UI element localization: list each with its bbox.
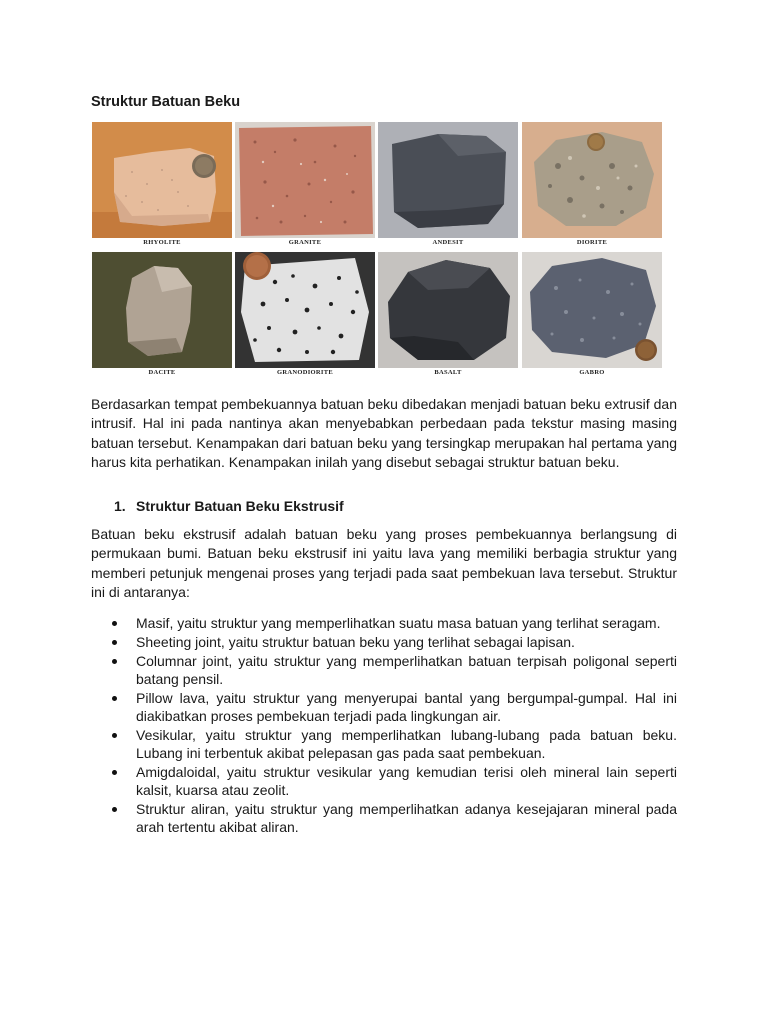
rock-label: GABRO <box>579 369 605 376</box>
section-heading-text: Struktur Batuan Beku Ekstrusif <box>136 498 344 514</box>
granite-image <box>235 122 375 238</box>
list-item: Vesikular, yaitu struktur yang memperlihatkan lubang-lubang pada batuan beku. Lubang ini terbentuk akibat pelepasan gas pada saat pembekuan. <box>136 727 677 761</box>
list-item: Sheeting joint, yaitu struktur batuan beku yang terlihat sebagai lapisan. <box>136 633 677 651</box>
list-item: Pillow lava, yaitu struktur yang menyerupai bantal yang bergumpal-gumpal. Hal ini diakibatkan proses pembekuan terjadi pada lingkungan air. <box>136 690 677 724</box>
section-heading <box>114 498 344 514</box>
rock-label: RHYOLITE <box>143 239 181 246</box>
rock-cell-dacite <box>92 252 232 380</box>
rock-label: BASALT <box>434 369 462 376</box>
rock-cell-rhyolite <box>92 122 232 250</box>
rock-label: DACITE <box>148 369 176 376</box>
list-item: Masif, yaitu struktur yang memperlihatkan suatu masa batuan yang terlihat seragam. <box>136 614 677 632</box>
rock-label: GRANITE <box>288 239 322 246</box>
diorite-image <box>522 122 662 238</box>
section-number: 1. <box>114 498 126 514</box>
rhyolite-image <box>92 122 232 238</box>
rock-cell-diorite <box>522 122 662 250</box>
andesit-image <box>378 122 518 238</box>
dacite-image <box>92 252 232 368</box>
rock-cell-andesit <box>378 122 518 250</box>
rock-samples-figure <box>92 122 662 382</box>
structure-list <box>136 614 677 837</box>
rock-cell-basalt <box>378 252 518 380</box>
gabro-image <box>522 252 662 368</box>
list-item: Struktur aliran, yaitu struktur yang memperlihatkan adanya kesejajaran mineral pada arah tertentu akibat aliran. <box>136 801 677 835</box>
basalt-image <box>378 252 518 368</box>
page-title: Struktur Batuan Beku <box>91 94 241 110</box>
rock-label: GRANODIORITE <box>277 369 333 376</box>
rock-cell-gabro <box>522 252 662 380</box>
rock-cell-granodiorite <box>235 252 375 380</box>
granodiorite-image <box>235 252 375 368</box>
rock-cell-granite <box>235 122 375 250</box>
list-item: Amigdaloidal, yaitu struktur vesikular yang kemudian terisi oleh mineral lain seperti kalsit, kuarsa atau zeolit. <box>136 764 677 798</box>
rock-label: DIORITE <box>576 239 608 246</box>
list-item: Columnar joint, yaitu struktur yang memperlihatkan batuan terpisah poligonal seperti batang pensil. <box>136 653 677 687</box>
section-paragraph: Batuan beku ekstrusif adalah batuan beku yang proses pembekuannya berlangsung di permukaan bumi. Batuan beku ekstrusif ini yaitu lava yang memiliki berbagia struktur yang memberi petunjuk mengenai proses yang terjadi pada saat pembekuan lava tersebut. Struktur ini di antaranya: <box>91 526 677 600</box>
intro-paragraph: Berdasarkan tempat pembekuannya batuan beku dibedakan menjadi batuan beku extrusif dan intrusif. Hal ini pada nantinya akan menyebabkan perbedaan pada tekstur masing masing batuan tersebut. Kenampakan dari batuan beku yang tersingkap merupakan hal pertama yang harus kita perhatikan. Kenampakan inilah yang disebut sebagai struktur batuan beku. <box>91 396 677 470</box>
rock-label: ANDESIT <box>432 239 464 246</box>
